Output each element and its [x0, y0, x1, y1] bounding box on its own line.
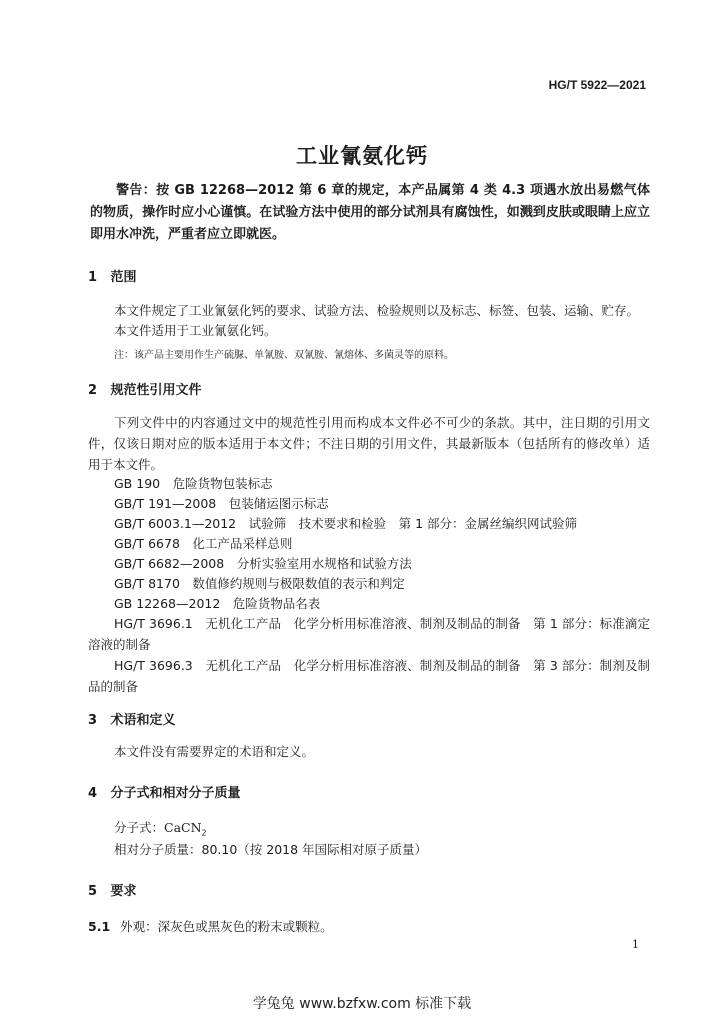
reference-item: GB 12268—2012 危险货物品名表: [114, 596, 321, 611]
section-title: 要求: [110, 884, 137, 899]
section-title: 分子式和相对分子质量: [110, 786, 241, 801]
section-4-heading: [88, 782, 241, 801]
terms-text: 本文件没有需要界定的术语和定义。: [114, 744, 315, 759]
section-number: 1: [88, 270, 98, 285]
scope-line-1: 本文件规定了工业氰氨化钙的要求、试验方法、检验规则以及标志、标签、包装、运输、贮存。: [114, 303, 640, 318]
section-2-heading: [88, 379, 202, 398]
standard-number: HG/T 5922—2021: [548, 78, 646, 92]
page-number: 1: [632, 938, 639, 951]
footer-watermark: 学兔兔 www.bzfxw.com 标准下载: [252, 996, 472, 1012]
section-title: 规范性引用文件: [110, 383, 202, 398]
formula-subscript: 2: [201, 828, 207, 838]
section-number: 3: [88, 713, 98, 728]
scope-line-2: 本文件适用于工业氰氨化钙。: [114, 323, 277, 338]
reference-item: GB/T 191—2008 包装储运图示标志: [114, 496, 329, 511]
formula-label: 分子式：: [114, 820, 165, 835]
section-title: 术语和定义: [110, 713, 176, 728]
molecular-mass: 相对分子质量：80.10（按 2018 年国际相对原子质量）: [114, 842, 428, 857]
reference-item: GB/T 6682—2008 分析实验室用水规格和试验方法: [114, 556, 412, 571]
scope-note: 注：该产品主要用作生产硫脲、单氰胺、双氰胺、氰熔体、多菌灵等的原料。: [114, 350, 454, 361]
subsection-text: 外观：深灰色或黑灰色的粉末或颗粒。: [120, 919, 333, 934]
reference-item-hg-3696-1: HG/T 3696.1 无机化工产品 化学分析用标准溶液、制剂及制品的制备 第 1 部分：标准滴定溶液的制备: [88, 616, 650, 652]
section-3-heading: [88, 709, 176, 728]
reference-item: GB/T 6678 化工产品采样总则: [114, 536, 293, 551]
reference-item: GB 190 危险货物包装标志: [114, 476, 273, 491]
section-number: 4: [88, 786, 98, 801]
reference-item: GB/T 6003.1—2012 试验筛 技术要求和检验 第 1 部分：金属丝编织网试验筛: [114, 516, 578, 531]
subsection-number: 5.1: [88, 919, 111, 934]
reference-item-hg-3696-3: HG/T 3696.3 无机化工产品 化学分析用标准溶液、制剂及制品的制备 第 3 部分：制剂及制品的制备: [88, 658, 650, 694]
reference-item: GB/T 8170 数值修约规则与极限数值的表示和判定: [114, 576, 405, 591]
section-1-heading: [88, 266, 137, 285]
section-5-heading: [88, 880, 137, 899]
document-title: 工业氰氨化钙: [296, 144, 428, 168]
warning-paragraph: 警告：按 GB 12268—2012 第 6 章的规定，本产品属第 4 类 4.3 项遇水放出易燃气体的物质，操作时应小心谨慎。在试验方法中使用的部分试剂具有腐蚀性，如溅到皮肤或眼睛上应立即用水冲洗，严重者应立即就医。: [90, 183, 650, 242]
references-intro: 下列文件中的内容通过文中的规范性引用而构成本文件必不可少的条款。其中，注日期的引用文件，仅该日期对应的版本适用于本文件；不注日期的引用文件，其最新版本（包括所有的修改单）适用于本文件。: [88, 415, 650, 472]
formula-value: CaCN: [164, 820, 202, 835]
section-number: 5: [88, 884, 98, 899]
requirement-5-1: [88, 917, 333, 937]
section-number: 2: [88, 383, 98, 398]
section-title: 范围: [110, 270, 137, 285]
